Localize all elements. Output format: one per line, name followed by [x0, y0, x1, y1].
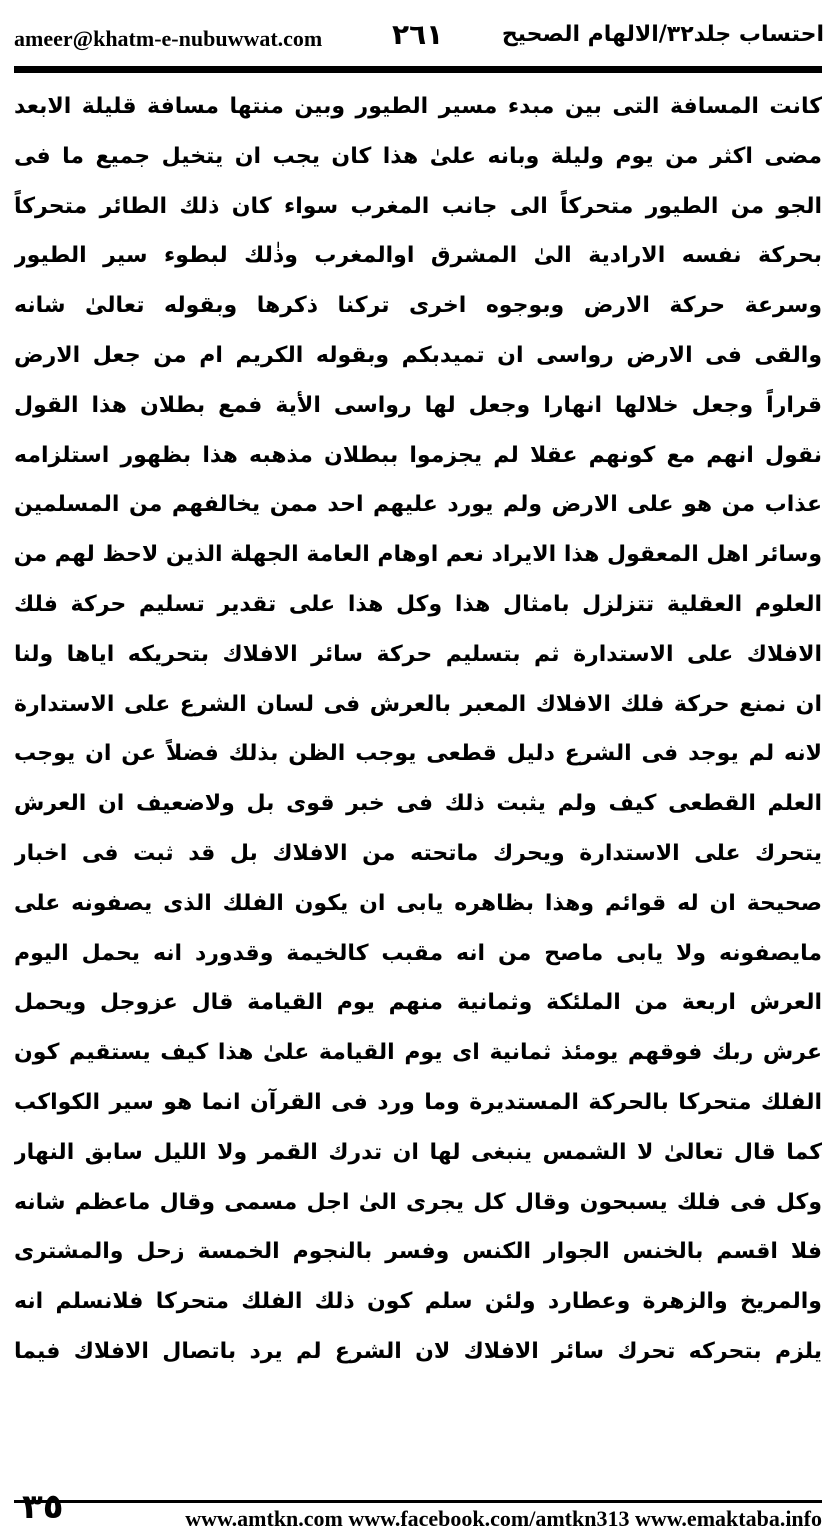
- text-line: العلوم العقلية تتزلزل بامثال هذا وكل هذا على تقدير تسليم حركة فلك: [14, 591, 822, 617]
- text-line: عذاب من هو على الارض ولم يورد عليهم احد ممن يخالفهم من المسلمين: [14, 492, 822, 518]
- text-line: العرش اربعة من الملئكة وثمانية منهم يوم القيامة قال عزوجل ويحمل: [14, 990, 822, 1016]
- footer-rule: [14, 1500, 822, 1503]
- text-line: يلزم بتحركه تحرك سائر الافلاك لان الشرع لم يرد باتصال الافلاك فيما: [14, 1338, 822, 1364]
- text-line: العلم القطعى كيف ولم يثبت ذلك فى خبر قوى بل ولاضعيف ان العرش: [14, 791, 822, 817]
- text-line: وكل فى فلك يسبحون وقال كل يجرى الىٰ اجل مسمى وقال ماعظم شانه: [14, 1189, 822, 1215]
- text-line: عرش ربك فوقهم يومئذ ثمانية اى يوم القيامة علىٰ هذا كيف يستقيم كون: [14, 1040, 822, 1066]
- text-line: والمريخ والزهرة وعطارد ولئن سلم كون ذلك الفلك متحركا فلانسلم انه: [14, 1289, 822, 1315]
- text-line: نقول انهم مع كونهم عقلا لم يجزموا ببطلان مذهبه هذا بظهور استلزامه: [14, 442, 822, 468]
- text-line: وسرعة حركة الارض وبوجوه اخرى تركنا ذكرها وبقوله تعالىٰ شانه: [14, 293, 822, 319]
- page-header: [14, 18, 824, 58]
- text-line: كما قال تعالىٰ لا الشمس ينبغى لها ان تدرك القمر ولا الليل سابق النهار: [14, 1139, 822, 1165]
- text-line: مايصفونه ولا يابى ماصح من انه مقبب كالخيمة وقدورد انه يحمل اليوم: [14, 940, 822, 966]
- text-line: مضى اكثر من يوم وليلة وبانه علىٰ هذا كان يجب ان يتخيل جميع ما فى: [14, 143, 822, 169]
- text-line: كانت المسافة التى بين مبدء مسير الطيور وبين منتها مسافة قليلة الابعد: [14, 94, 822, 119]
- body-text: [14, 82, 822, 1377]
- text-line: الفلك متحركا بالحركة المستديرة وما ورد فى القرآن انما هو سير الكواكب: [14, 1089, 822, 1115]
- text-line: الجو من الطيور متحركاً الى جانب المغرب سواء كان ذلك الطائر متحركاً: [14, 193, 822, 219]
- text-line: بحركة نفسه الارادية الىٰ المشرق اوالمغرب وذٰلك لبطوء سير الطيور: [14, 243, 822, 269]
- header-page-number: ٢٦١: [392, 18, 444, 51]
- header-email: ameer@khatm-e-nubuwwat.com: [14, 26, 323, 51]
- text-line: قراراً وجعل خلالها انهارا وجعل لها رواسى الأية فمع بطلان هذا القول: [14, 392, 822, 418]
- text-line: وسائر اهل المعقول هذا الايراد نعم اوهام العامة الجهلة الذين لاحظ لهم من: [14, 542, 822, 568]
- header-rule: [14, 66, 822, 73]
- footer-folio: ٣٥: [22, 1487, 64, 1527]
- footer-links: www.amtkn.com www.facebook.com/amtkn313 www.emaktaba.info: [185, 1506, 822, 1531]
- text-line: الافلاك على الاستدارة ثم بتسليم حركة سائر الافلاك بتحريكه اياها ولنا: [14, 641, 822, 667]
- text-line: يتحرك على الاستدارة ويحرك ماتحته من الافلاك بل قد ثبت فى اخبار: [14, 840, 822, 866]
- text-line: لانه لم يوجد فى الشرع دليل قطعى يوجب الظن بذلك فضلاً عن ان يوجب: [14, 741, 822, 767]
- text-line: والقى فى الارض رواسى ان تميدبكم وبقوله الكريم ام من جعل الارض: [14, 342, 822, 368]
- text-line: فلا اقسم بالخنس الجوار الكنس وفسر بالنجوم الخمسة زحل والمشترى: [14, 1239, 822, 1265]
- text-line: ان نمنع حركة فلك الافلاك المعبر بالعرش فى لسان الشرع على الاستدارة: [14, 691, 822, 717]
- text-line: صحيحة ان له قوائم وهذا بظاهره يابى ان يكون الفلك الذى يصفونه على: [14, 890, 822, 916]
- header-book-title: احتساب جلد٣٢/الالهام الصحيح: [501, 22, 824, 47]
